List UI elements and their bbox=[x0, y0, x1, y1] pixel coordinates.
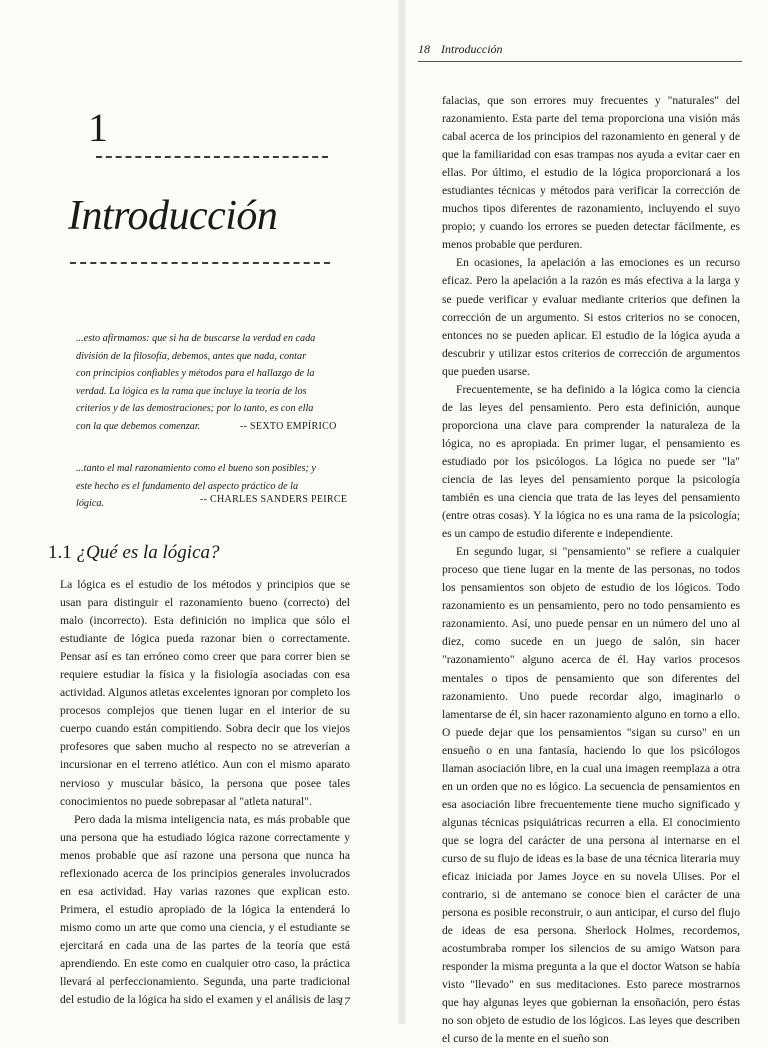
chapter-rule-top bbox=[96, 156, 328, 158]
chapter-rule-bottom bbox=[70, 262, 330, 264]
paragraph: En segundo lugar, si "pensamiento" se refiere a cualquier proceso que tiene lugar en la mente de las personas, no todos los pensamientos son objeto de estudio de los lógicos. Todo razonamiento es un pensamiento, pero no todo pensamiento es razonamiento. Así, uno puede pensar en un número del uno al diez, como sucede en un juego de salón, sin hacer "razonamiento" alguno acerca de él. Hay varios procesos mentales o tipos de pensamiento que son diferentes del razonamiento. Uno puede recordar algo, imaginarlo o lamentarse de él, sin hacer razonamiento alguno en torno a ello. O puede dejar que los pensamientos "sigan su curso" en un ensueño o en una fantasía, haciendo lo que los psicólogos llaman asociación libre, en la cual una imagen reemplaza a otra en un orden que no es lógico. La secuencia de pensamientos en esa asociación libre frecuentemente tiene mucho significado y algunas técnicas psiquiátricas recurren a ella. El conocimiento que se logra del carácter de una persona al internarse en el curso de su flujo de ideas es la base de una técnica literaria muy eficaz iniciada por James Joyce en su novela Ulises. Por el contrario, si de antemano se conoce bien el carácter de una persona es posible reconstruir, o aun anticipar, el curso del flujo de ideas de esa persona. Sherlock Holmes, recordemos, acostumbraba romper los silencios de su amigo Watson para responder la misma pregunta a la que el doctor Watson se había visto "llevado" en sus meditaciones. Esto parece mostrarnos que hay algunas leyes que gobiernan la ensoñación, pero éstas no son objeto de estudio de los lógicos. Las leyes que describen el curso de la mente en el sueño son bbox=[442, 545, 740, 1046]
epigraph-2: ...tanto el mal razonamiento como el bueno son posibles; y este hecho es el fundamento del aspecto práctico de la lógica. bbox=[76, 463, 316, 510]
paragraph: Frecuentemente, se ha definido a la lógica como la ciencia de las leyes del pensamiento. Pero esta definición, aunque proporciona una clave para comprender la naturaleza de la lógica, no es apropiada. En primer lugar, el pensamiento es estudiado por los psicólogos. La lógica no puede ser "la" ciencia de las leyes del pensamiento porque la psicología también es una ciencia que trata de las leyes del pensamiento (entre otras cosas). Y la lógica no es una rama de la psicología; es un campo de estudio diferente e independiente. bbox=[442, 382, 740, 541]
running-head-page-number: 18 bbox=[418, 42, 430, 56]
chapter-title: Introducción bbox=[68, 193, 278, 239]
epigraph-1-author: -- SEXTO EMPÍRICO bbox=[240, 421, 337, 432]
paragraph: En ocasiones, la apelación a las emociones es un recurso eficaz. Pero la apelación a la razón es más efectiva a la larga y se puede verificar y evaluar mediante criterios que definen la corrección de un argumento. Si estos criterios no se conocen, entonces no se pueden aplicar. El estudio de la lógica ayuda a descubrir y utilizar estos criterios de corrección de argumentos que pueden usarse. bbox=[442, 256, 740, 378]
paragraph: Pero dada la misma inteligencia nata, es más probable que una persona que ha estudiado lógica razone correctamente y menos probable que así razone una persona que nunca ha reflexionado acerca de los principios generales involucrados en esa actividad. Hay varias razones que explican esto. Primera, el estudio apropiado de la lógica la entenderá lo mismo como un arte que como una ciencia, y el estudiante se ejercitará en cada una de las partes de la teoría que está aprendiendo. En este como en cualquier otro caso, la práctica llevará al perfeccionamiento. Segunda, una parte tradicional del estudio de la lógica ha sido el examen y el análisis de las bbox=[60, 812, 350, 1007]
epigraph-2-author: -- CHARLES SANDERS PEIRCE bbox=[200, 494, 348, 505]
paragraph: falacias, que son errores muy frecuentes y "naturales" del razonamiento. Esta parte del tema proporciona una visión más cabal acerca de los principios del razonamiento en general y de que la familiaridad con esas trampas nos ayuda a evitar caer en ellas. Por último, el estudio de la lógica proporcionará a los estudiantes técnicas y métodos para verificar la corrección de muchos tipos diferentes de razonamiento, incluyendo el suyo propio; y cuando los errores se pueden detectar fácilmente, es menos probable que perduren. bbox=[442, 94, 740, 252]
running-head bbox=[418, 42, 503, 57]
chapter-number: 1 bbox=[88, 105, 108, 150]
running-head-title: Introducción bbox=[441, 42, 503, 56]
section-title: ¿Qué es la lógica? bbox=[76, 542, 220, 563]
running-head-rule bbox=[418, 61, 742, 62]
section-number: 1.1 bbox=[48, 542, 72, 563]
left-body-text bbox=[60, 576, 350, 1009]
section-heading bbox=[48, 540, 220, 566]
page-number: 17 bbox=[338, 994, 350, 1008]
epigraph-1: ...esto afirmamos: que si ha de buscarse la verdad en cada división de la filosofía, debemos, antes que nada, contar con principios confiables y métodos para el hallazgo de la verdad. La lógica es la rama que incluye la teoría de los criterios y de las demostraciones; por lo tanto, es con ella con la que debemos comenzar. bbox=[76, 333, 316, 432]
right-body-text bbox=[442, 92, 740, 1048]
right-page bbox=[404, 0, 768, 1046]
paragraph: La lógica es el estudio de los métodos y principios que se usan para distinguir el razonamiento bueno (correcto) del malo (incorrecto). Esta definición no implica que sólo el estudiante de lógica pueda razonar bien o correctamente. Pensar así es tan erróneo como creer que para correr bien se requiere estudiar la física y la fisiología asociadas con esa actividad. Algunos atletas excelentes ignoran por completo los procesos complejos que tienen lugar en el interior de su cuerpo cuando están compitiendo. Sobra decir que los viejos profesores que saben mucho al respecto no se atreverían a incursionar en el terreno atlético. Aun con el mismo aparato nervioso y muscular básico, la persona que posee tales conocimientos no puede sobrepasar al "atleta natural". bbox=[60, 578, 350, 808]
